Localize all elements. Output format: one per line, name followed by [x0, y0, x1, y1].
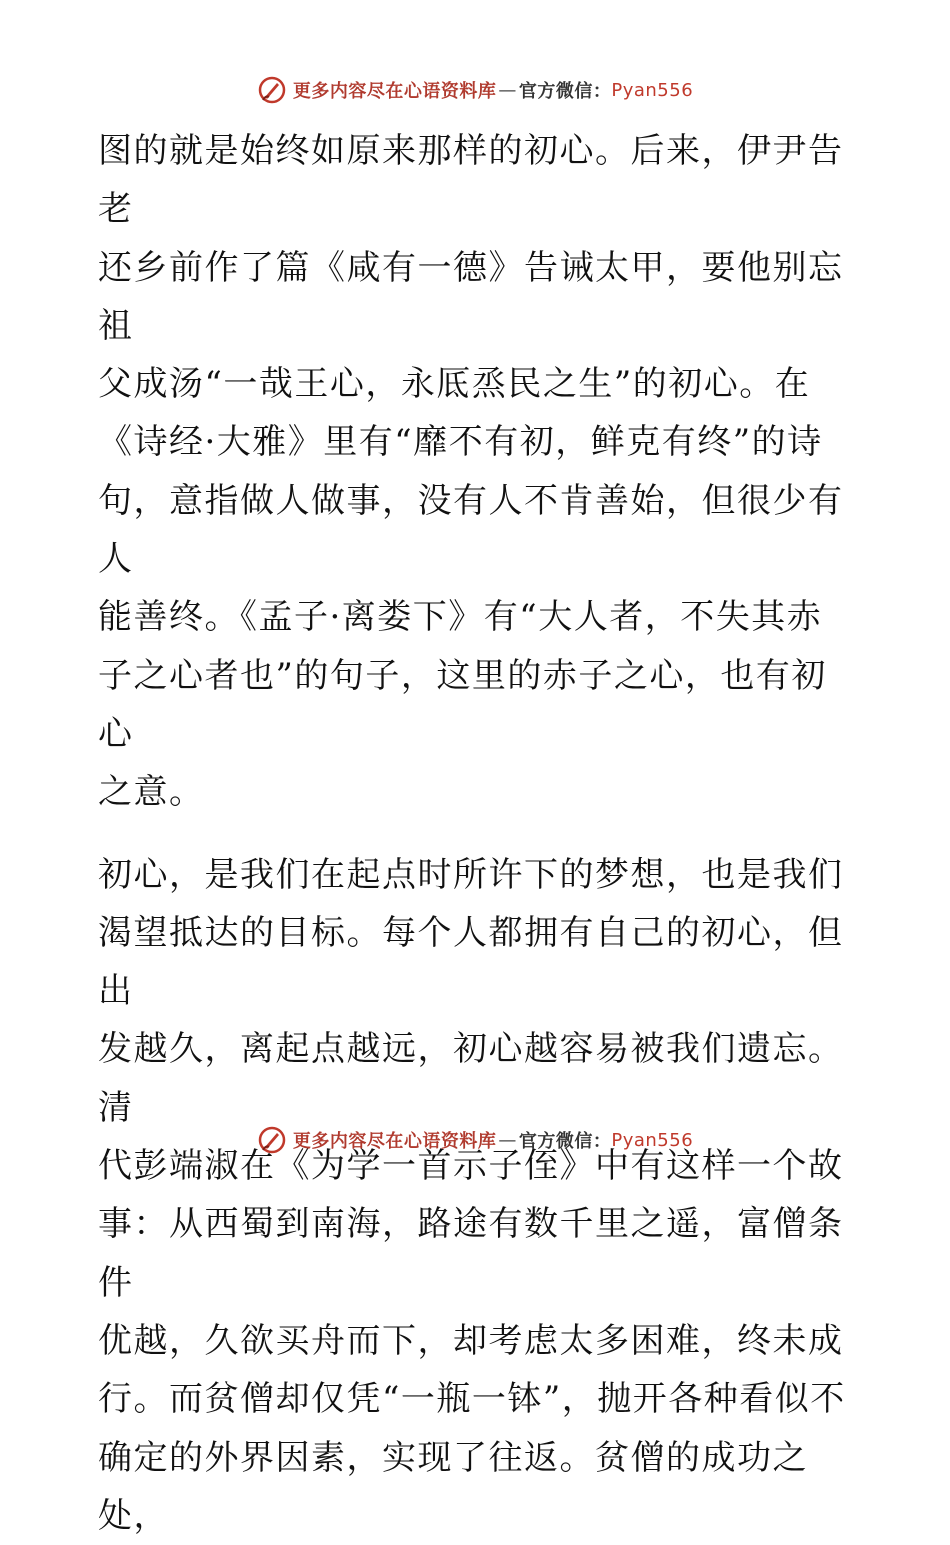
banner-wechat-id: Pyan556 [611, 79, 694, 101]
header-banner [0, 70, 950, 110]
banner-dash: — [498, 1129, 517, 1151]
quill-pen-logo-icon [257, 75, 287, 105]
banner-brand-text: 更多内容尽在心语资料库 [292, 81, 497, 102]
banner-official-label: 官方微信： [518, 1131, 612, 1152]
footer-banner [0, 1120, 950, 1160]
document-body [98, 122, 858, 1545]
banner-wechat-id: Pyan556 [611, 1129, 694, 1151]
paragraph-2: 初心，是我们在起点时所许下的梦想，也是我们 渴望抵达的目标。每个人都拥有自己的初心，但出 发越久，离起点越远，初心越容易被我们遗忘。清 代彭端淑在《为学一首示子侄》中有这样一个故 事：从西蜀到南海，路途有数千里之遥，富僧条件 优越，久欲买舟而下，却考虑太多困难，终未成 行。而贫僧却仅凭“一瓶一钵”，抛开各种看似不 确定的外界因素，实现了往返。贫僧的成功之处， [98, 854, 846, 1536]
banner-official-label: 官方微信： [518, 81, 612, 102]
paragraph-1: 图的就是始终如原来那样的初心。后来，伊尹告老 还乡前作了篇《咸有一德》告诫太甲，要他别忘祖 父成汤“一哉王心，永厎烝民之生”的初心。在 《诗经·大雅》里有“靡不有初，鲜克有终”的诗 句，意指做人做事，没有人不肯善始，但很少有人 能善终。《孟子·离娄下》有“大人者，不失其赤 子之心者也”的句子，这里的赤子之心，也有初心 之意。 [98, 131, 844, 813]
banner-brand-text: 更多内容尽在心语资料库 [292, 1131, 497, 1152]
banner-dash: — [498, 79, 517, 101]
quill-pen-logo-icon [257, 1125, 287, 1155]
